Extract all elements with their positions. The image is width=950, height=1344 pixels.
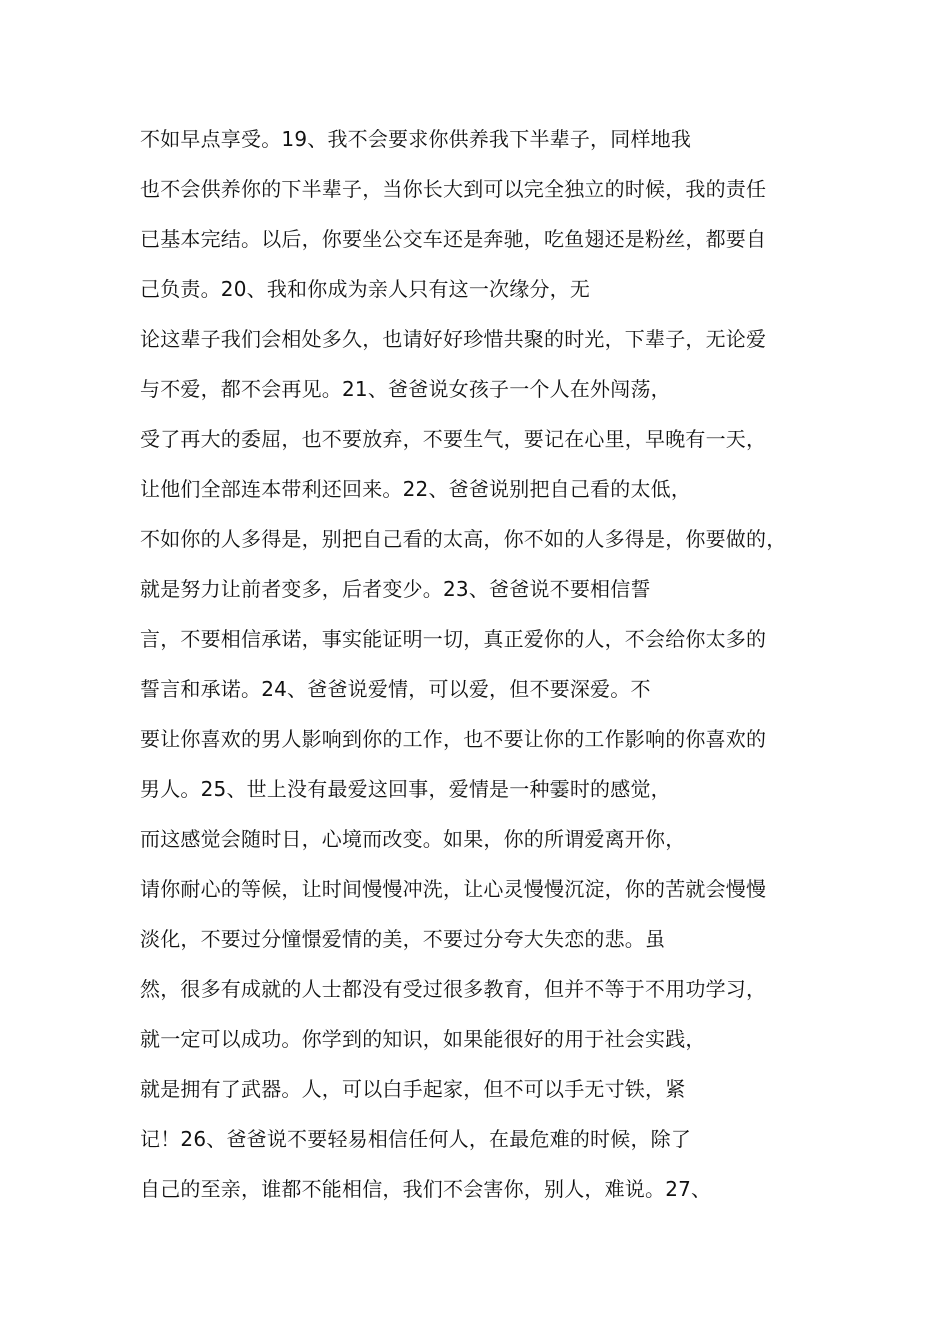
text-line: 要让你喜欢的男人影响到你的工作，也不要让你的工作影响的你喜欢的 <box>140 727 767 751</box>
text-line: 受了再大的委屈，也不要放弃，不要生气，要记在心里，早晚有一天， <box>140 427 767 451</box>
text-line: 也不会供养你的下半辈子，当你长大到可以完全独立的时候，我的责任 <box>140 177 767 201</box>
text-line: 记！26、爸爸说不要轻易相信任何人，在最危难的时候，除了 <box>140 1127 692 1151</box>
text-line: 论这辈子我们会相处多久，也请好好珍惜共聚的时光，下辈子，无论爱 <box>140 327 767 351</box>
text-line: 己负责。20、我和你成为亲人只有这一次缘分，无 <box>140 277 591 301</box>
text-line: 不如你的人多得是，别把自己看的太高，你不如的人多得是，你要做的， <box>140 527 787 551</box>
text-line: 言，不要相信承诺，事实能证明一切，真正爱你的人，不会给你太多的 <box>140 627 767 651</box>
text-line: 与不爱，都不会再见。21、爸爸说女孩子一个人在外闯荡， <box>140 377 671 401</box>
text-line: 自己的至亲，谁都不能相信，我们不会害你，别人，难说。27、 <box>140 1177 712 1201</box>
text-line: 淡化，不要过分憧憬爱情的美，不要过分夸大失恋的悲。虽 <box>140 927 666 951</box>
text-line: 男人。25、世上没有最爱这回事，爱情是一种霎时的感觉， <box>140 777 671 801</box>
text-line: 就是拥有了武器。人，可以白手起家，但不可以手无寸铁，紧 <box>140 1077 686 1101</box>
text-line: 然，很多有成就的人士都没有受过很多教育，但并不等于不用功学习， <box>140 977 767 1001</box>
text-line: 请你耐心的等候，让时间慢慢冲洗，让心灵慢慢沉淀，你的苦就会慢慢 <box>140 877 767 901</box>
text-line: 而这感觉会随时日，心境而改变。如果，你的所谓爱离开你， <box>140 827 686 851</box>
document-body <box>140 114 840 1214</box>
text-line: 已基本完结。以后，你要坐公交车还是奔驰，吃鱼翅还是粉丝，都要自 <box>140 227 767 251</box>
text-line: 让他们全部连本带利还回来。22、爸爸说别把自己看的太低， <box>140 477 692 501</box>
text-line: 就一定可以成功。你学到的知识，如果能很好的用于社会实践， <box>140 1027 706 1051</box>
text-line: 不如早点享受。19、我不会要求你供养我下半辈子，同样地我 <box>140 127 692 151</box>
text-line: 誓言和承诺。24、爸爸说爱情，可以爱，但不要深爱。不 <box>140 677 651 701</box>
text-line: 就是努力让前者变多，后者变少。23、爸爸说不要相信誓 <box>140 577 651 601</box>
